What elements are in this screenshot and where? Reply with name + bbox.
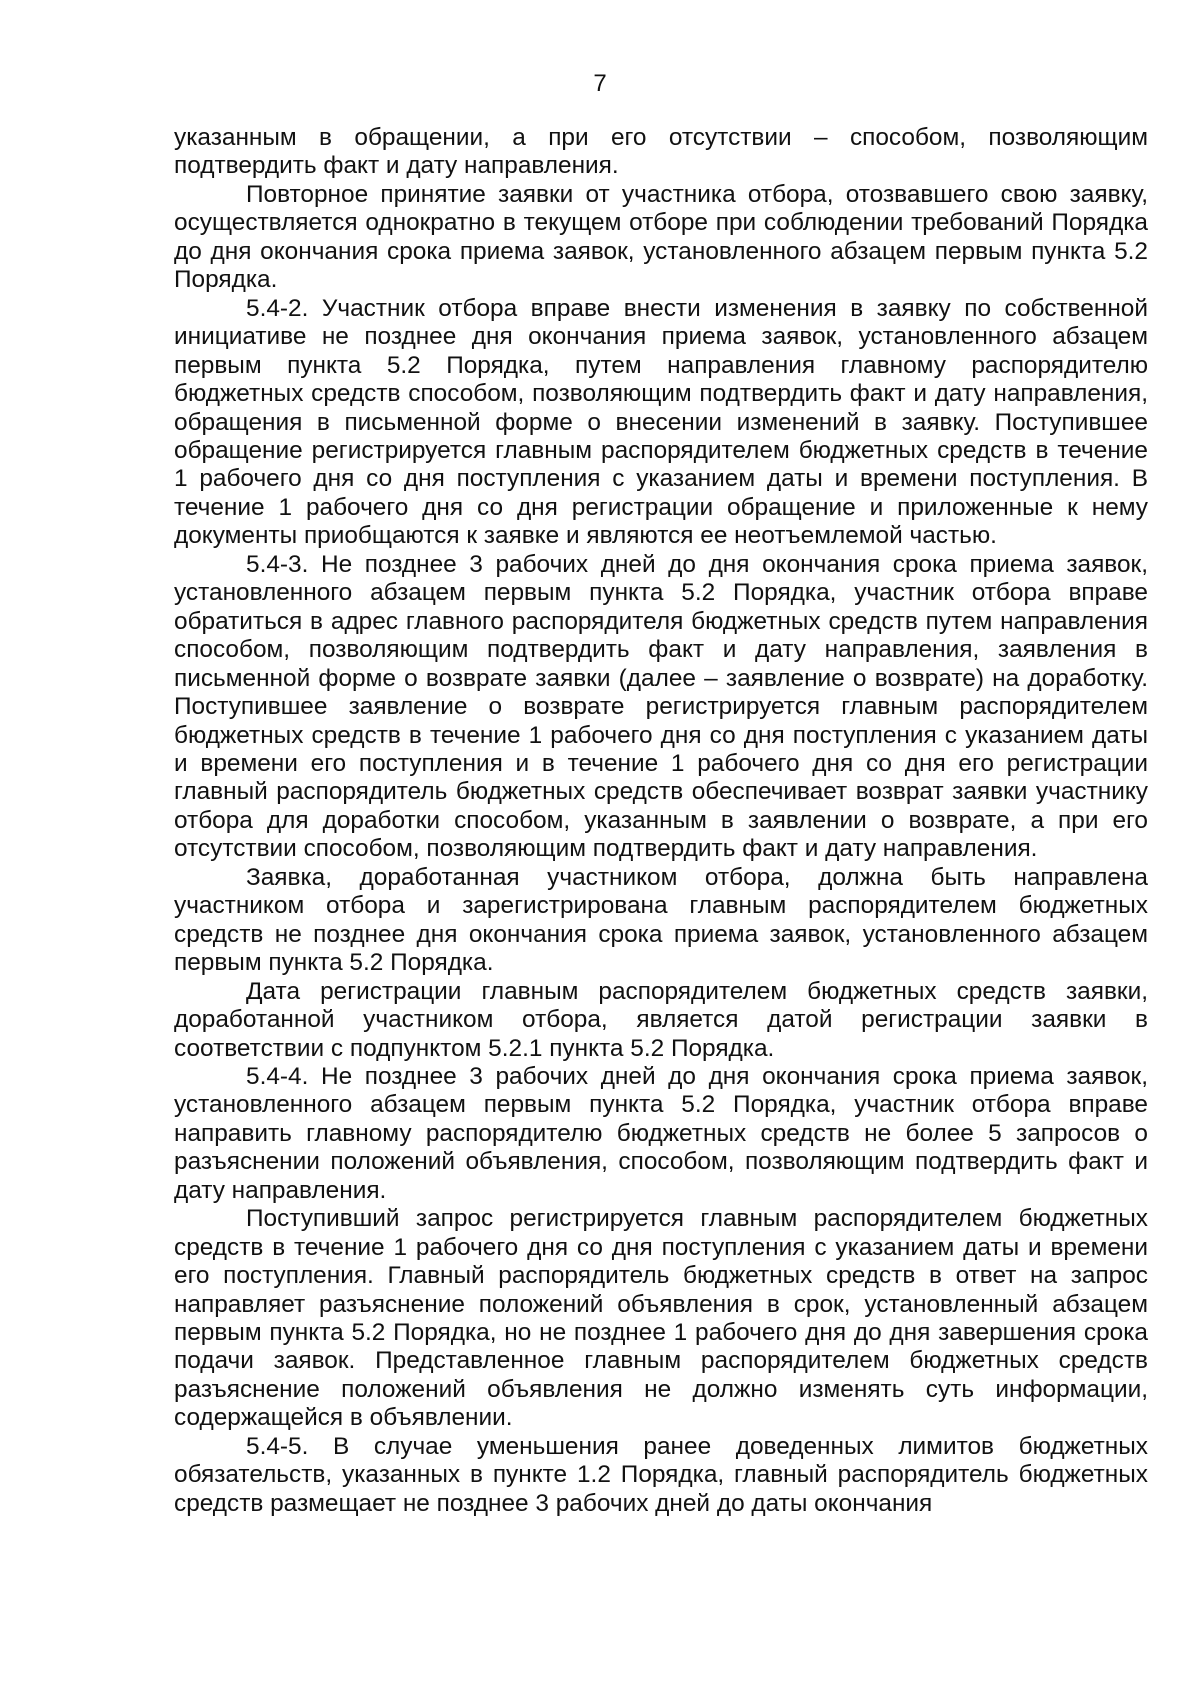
paragraph-resubmission: Повторное принятие заявки от участника отбора, отозвавшего свою заявку, осуществляется однократно в текущем отборе при соблюдении требований Порядка до дня окончания срока приема заявок, установленного абзацем первым пункта 5.2 Порядка. (174, 180, 1148, 294)
paragraph-continuation: указанным в обращении, а при его отсутствии – способом, позволяющим подтвердить факт и дату направления. (174, 124, 1148, 180)
page-number: 7 (593, 70, 607, 97)
paragraph-5-4-2: 5.4-2. Участник отбора вправе внести изменения в заявку по собственной инициативе не позднее дня окончания приема заявок, установленного абзацем первым пункта 5.2 Порядка, путем направления главному распорядителю бюджетных средств способом, позволяющим подтвердить факт и дату направления, обращения в письменной форме о внесении изменений в заявку. Поступившее обращение регистрируется главным распорядителем бюджетных средств в течение 1 рабочего дня со дня поступления с указанием даты и времени поступления. В течение 1 рабочего дня со дня регистрации обращение и приложенные к нему документы приобщаются к заявке и являются ее неотъемлемой частью. (174, 294, 1148, 550)
document-body (174, 124, 1148, 1518)
paragraph-5-4-3: 5.4-3. Не позднее 3 рабочих дней до дня окончания срока приема заявок, установленного абзацем первым пункта 5.2 Порядка, участник отбора вправе обратиться в адрес главного распорядителя бюджетных средств путем направления способом, позволяющим подтвердить факт и дату направления, заявления в письменной форме о возврате заявки (далее – заявление о возврате) на доработку. Поступившее заявление о возврате регистрируется главным распорядителем бюджетных средств в течение 1 рабочего дня со дня поступления с указанием даты и времени его поступления и в течение 1 рабочего дня со дня его регистрации главный распорядитель бюджетных средств обеспечивает возврат заявки участнику отбора для доработки способом, указанным в заявлении о возврате, а при его отсутствии способом, позволяющим подтвердить факт и дату направления. (174, 550, 1148, 863)
paragraph-5-4-4: 5.4-4. Не позднее 3 рабочих дней до дня окончания срока приема заявок, установленного абзацем первым пункта 5.2 Порядка, участник отбора вправе направить главному распорядителю бюджетных средств не более 5 запросов о разъяснении положений объявления, способом, позволяющим подтвердить факт и дату направления. (174, 1062, 1148, 1204)
paragraph-request-registration: Поступивший запрос регистрируется главным распорядителем бюджетных средств в течение 1 рабочего дня со дня поступления с указанием даты и времени его поступления. Главный распорядитель бюджетных средств в ответ на запрос направляет разъяснение положений объявления в срок, установленный абзацем первым пункта 5.2 Порядка, но не позднее 1 рабочего дня до дня завершения срока подачи заявок. Представленное главным распорядителем бюджетных средств разъяснение положений объявления не должно изменять суть информации, содержащейся в объявлении. (174, 1205, 1148, 1432)
paragraph-revised-application: Заявка, доработанная участником отбора, должна быть направлена участником отбора и зарегистрирована главным распорядителем бюджетных средств не позднее дня окончания срока приема заявок, установленного абзацем первым пункта 5.2 Порядка. (174, 863, 1148, 977)
paragraph-registration-date: Дата регистрации главным распорядителем бюджетных средств заявки, доработанной участником отбора, является датой регистрации заявки в соответствии с подпунктом 5.2.1 пункта 5.2 Порядка. (174, 977, 1148, 1062)
paragraph-5-4-5: 5.4-5. В случае уменьшения ранее доведенных лимитов бюджетных обязательств, указанных в пункте 1.2 Порядка, главный распорядитель бюджетных средств размещает не позднее 3 рабочих дней до даты окончания (174, 1432, 1148, 1517)
